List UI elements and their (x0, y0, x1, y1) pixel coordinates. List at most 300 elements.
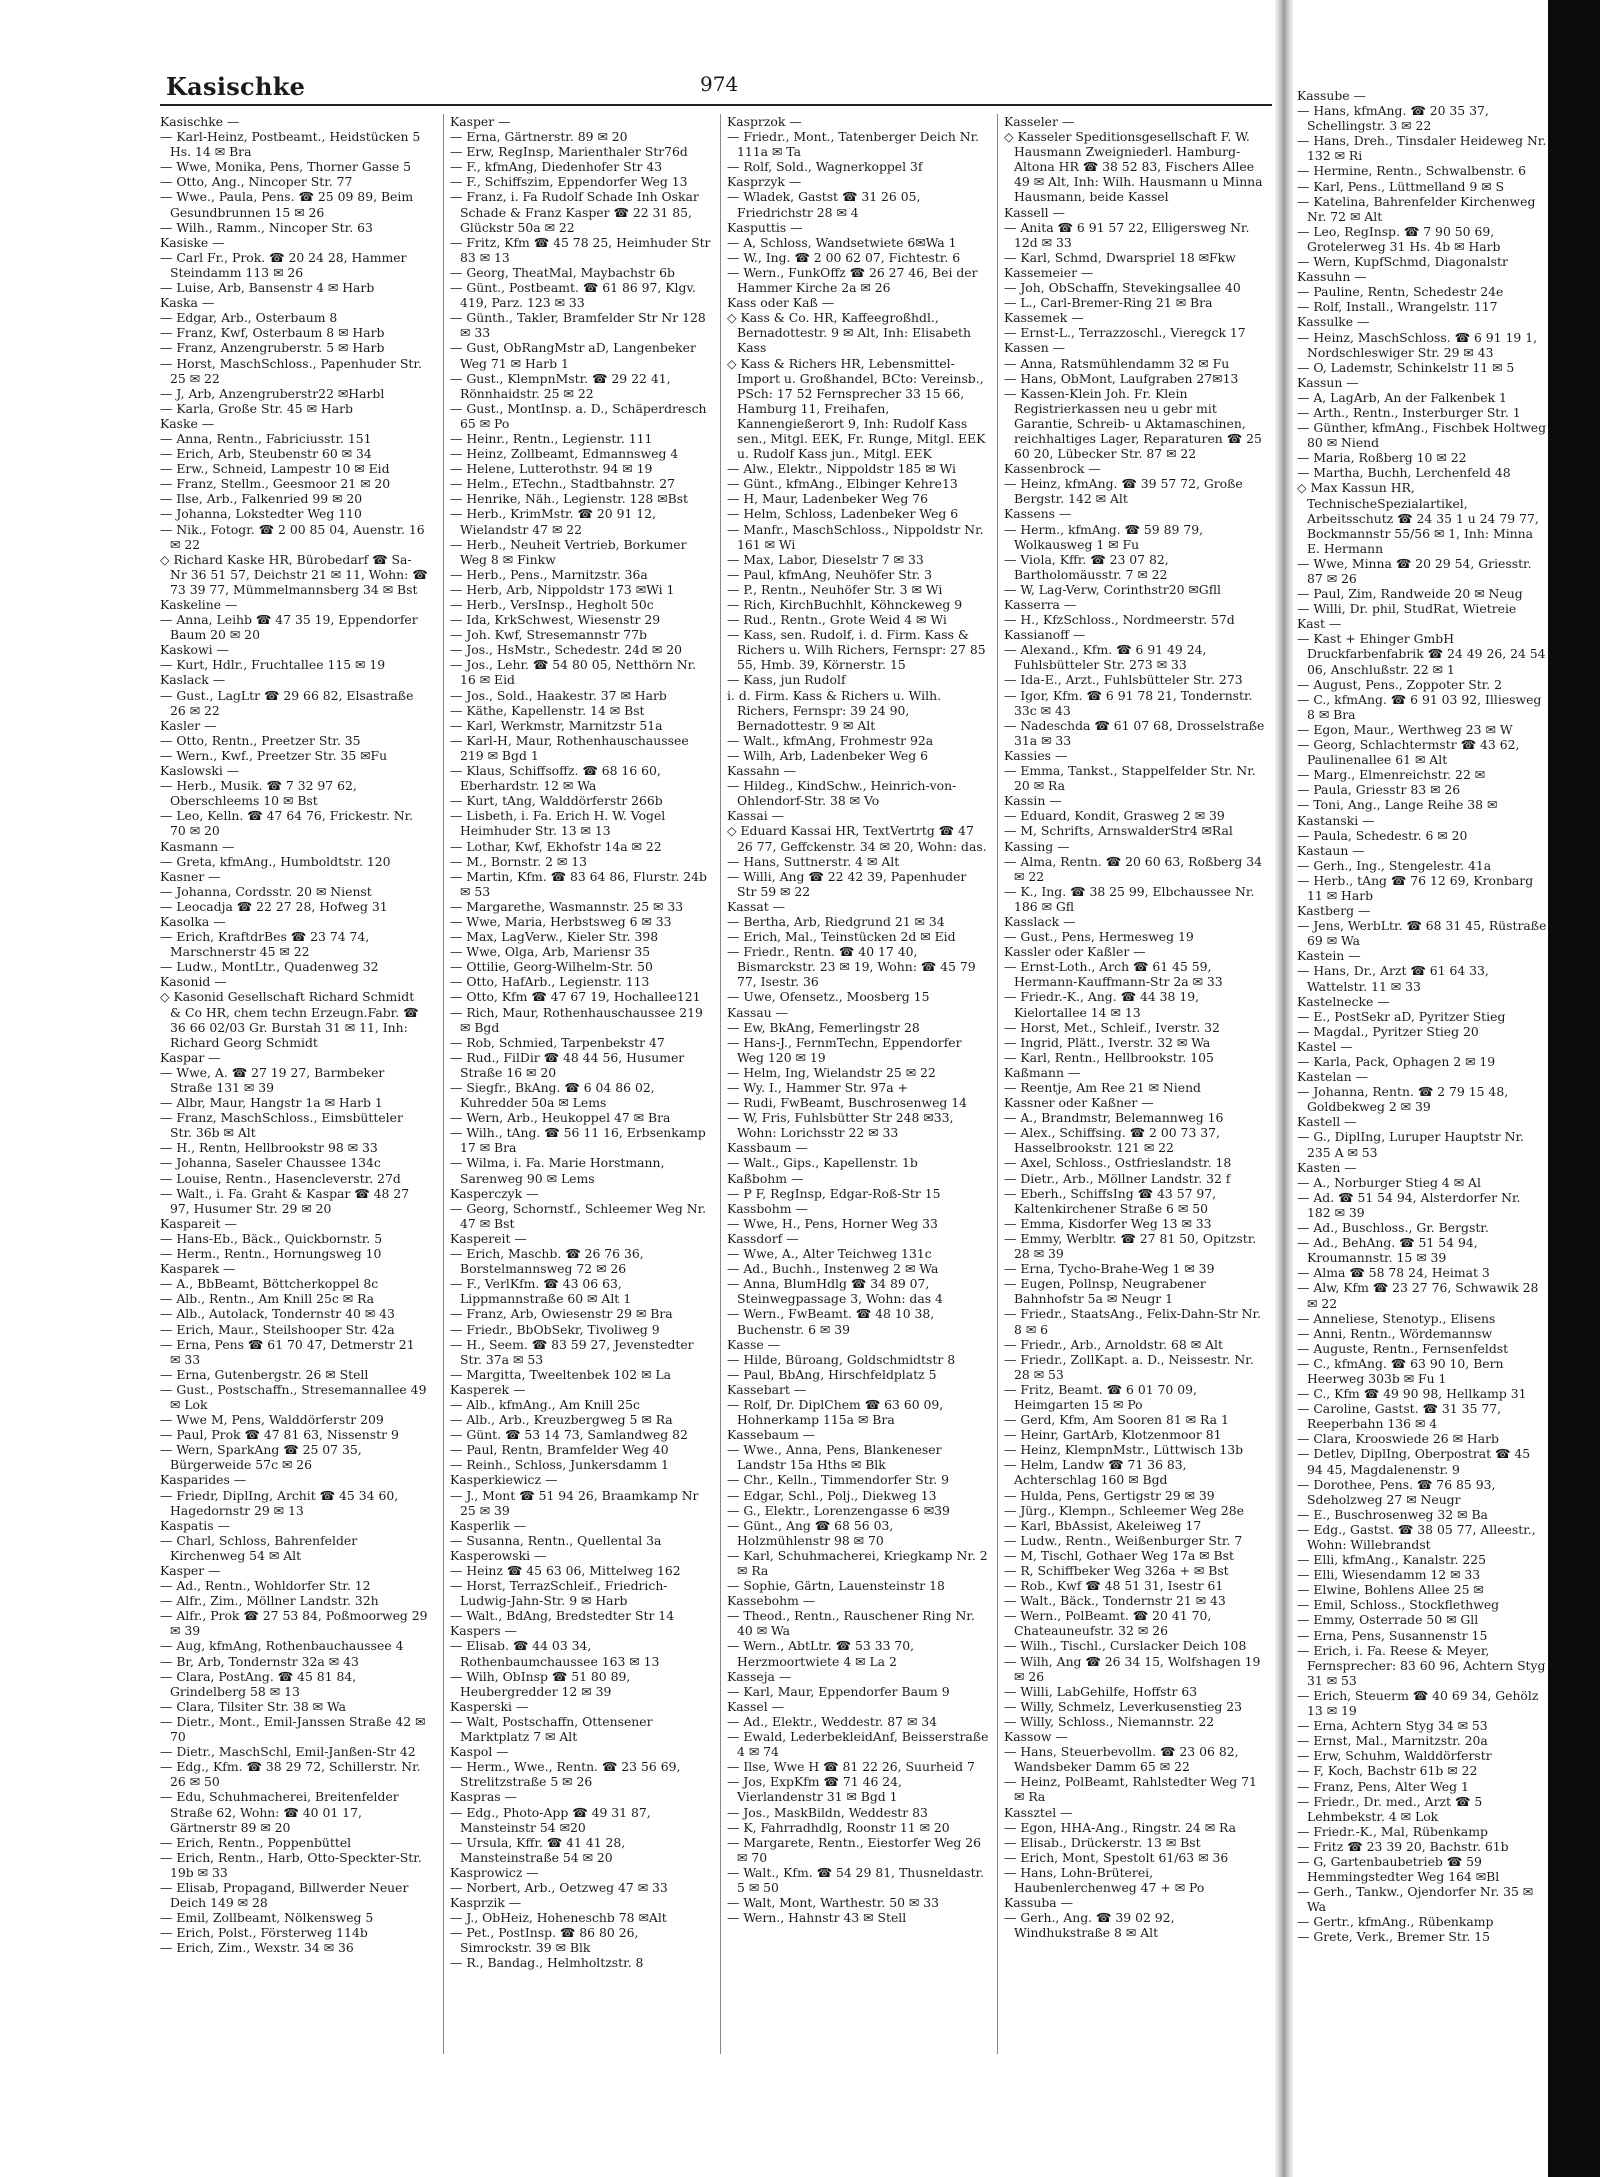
column-2 (443, 114, 712, 2054)
surname-heading: Kassulke — (1297, 314, 1370, 330)
directory-entry: — Igor, Kfm. ☎ 6 91 78 21, Tondernstr. 33c ✉ 43 (1004, 687, 1253, 718)
surname-heading: Kassow — (1004, 1729, 1068, 1745)
directory-entry: — Kass, sen. Rudolf, i. d. Firm. Kass & Richers u. Wilh Richers, Fernspr: 27 85 55, Hmb. 39, Körnerstr. 15 (727, 627, 986, 673)
directory-entry: — Franz, Arb, Owiesenstr 29 ✉ Bra (450, 1306, 673, 1322)
surname-heading: Kasperczyk — (450, 1185, 539, 1201)
directory-entry: — Katelina, Bahrenfelder Kirchenweg Nr. 72 ✉ Alt (1297, 193, 1536, 224)
directory-entry: — Gust., KlempnMstr. ☎ 29 22 41, Rönnhaidstr. 25 ✉ 22 (450, 370, 671, 401)
directory-entry: — Hilde, Büroang, Goldschmidtstr 8 (727, 1351, 956, 1367)
directory-entry: — Hans, Steuerbevollm. ☎ 23 06 82, Wandsbeker Damm 65 ✉ 22 (1004, 1744, 1239, 1775)
surname-heading: Kassbaum — (727, 1140, 808, 1156)
directory-entry: — G, Gartenbaubetrieb ☎ 59 Hemmingstedter Weg 164 ✉Bl (1297, 1853, 1500, 1885)
surname-heading: Kast — (1297, 616, 1342, 632)
surname-heading: Kasper — (160, 1563, 221, 1578)
directory-entry: — Gust., MontInsp. a. D., Schäperdresch 65 ✉ Po (450, 400, 707, 431)
directory-entry: — Lisbeth, i. Fa. Erich H. W. Vogel Heimhuder Str. 13 ✉ 13 (450, 808, 666, 839)
surname-heading: Kasparek — (160, 1261, 236, 1277)
directory-entry: — Rolf, Install., Wrangelstr. 117 (1297, 299, 1498, 315)
directory-entry: ◇ Richard Kaske HR, Bürobedarf ☎ Sa-Nr 36 51 57, Deichstr 21 ✉ 11, Wohn: ☎ 73 39 77, Mümmelmannsberg 34 ✉ Bst (160, 551, 428, 597)
directory-entry: — Willy, Schmelz, Leverkusenstieg 23 (1004, 1698, 1243, 1714)
directory-entry: — Egon, Maur., Werthweg 23 ✉ W (1297, 721, 1513, 737)
directory-entry: — Ernst, Mal., Marnitzstr. 20a (1297, 1733, 1488, 1749)
surname-heading: Kassemeier — (1004, 264, 1094, 280)
surname-heading: Kassuhn — (1297, 269, 1367, 285)
surname-heading: Kasseler — (1004, 114, 1075, 129)
surname-heading: Kassel — (727, 1698, 784, 1714)
directory-entry: — Rudi, FwBeamt, Buschrosenweg 14 (727, 1095, 968, 1111)
surname-heading: Kaspatis — (160, 1517, 230, 1533)
directory-entry: — Otto, HafArb., Legienstr. 113 (450, 974, 650, 990)
column-3 (720, 114, 989, 2054)
surname-heading: Kastel — (1297, 1038, 1353, 1054)
directory-entry: — Emma, Kisdorfer Weg 13 ✉ 33 (1004, 1215, 1212, 1231)
surname-heading: Kassianoff — (1004, 627, 1086, 643)
directory-entry: — Anni, Rentn., Wördemannsw (1297, 1325, 1493, 1341)
surname-heading: Kasonid — (160, 974, 227, 990)
directory-entry: — Ludw., Rentn., Weißenburger Str. 7 (1004, 1532, 1243, 1548)
surname-heading: Kaslack — (160, 672, 226, 688)
directory-entry: — Susanna, Rentn., Quellental 3a (450, 1532, 662, 1548)
directory-entry: — Edg., Gastst. ☎ 38 05 77, Alleestr., Wohn: Willebrandst (1297, 1521, 1536, 1552)
directory-entry: — Alb., Autolack, Tondernstr 40 ✉ 43 (160, 1306, 395, 1322)
directory-entry: — Wy. I., Hammer Str. 97a + (727, 1080, 908, 1095)
directory-entry: — Greta, kfmAng., Humboldtstr. 120 (160, 853, 391, 869)
surname-heading: Kasmann — (160, 838, 235, 854)
directory-entry: — Fritz, Beamt. ☎ 6 01 70 09, Heimgarten 15 ✉ Po (1004, 1381, 1197, 1412)
directory-entry: — Willy, Schloss., Niemannstr. 22 (1004, 1713, 1215, 1729)
directory-entry: — Wern, SparkAng ☎ 25 07 35, Bürgerweide 57c ✉ 26 (160, 1442, 362, 1473)
directory-entry: — Erich, Steuerm ☎ 40 69 34, Gehölz 13 ✉ 19 (1297, 1687, 1539, 1719)
directory-entry: — Gerh., Ing., Stengelestr. 41a (1297, 857, 1492, 873)
directory-entry: — Pauline, Rentn, Schedestr 24e (1297, 284, 1504, 300)
directory-entry: — Kurt, tAng, Walddörferstr 266b (450, 793, 663, 809)
directory-entry: — Gerd, Kfm, Am Sooren 81 ✉ Ra 1 (1004, 1412, 1229, 1428)
directory-entry: — Rolf, Dr. DiplChem ☎ 63 60 09, Hohnerkamp 115a ✉ Bra (727, 1396, 944, 1428)
surname-heading: Kassdorf — (727, 1230, 799, 1246)
directory-entry: — Friedr., StaatsAng., Felix-Dahn-Str Nr. 8 ✉ 6 (1004, 1306, 1261, 1337)
directory-entry: — Ad. ☎ 51 54 94, Alsterdorfer Nr. 182 ✉ 39 (1297, 1189, 1521, 1220)
directory-entry: — Ewald, LederbekleidAnf, Beisserstraße 4 ✉ 74 (727, 1729, 989, 1760)
directory-entry: — Dietr., MaschSchl, Emil-Janßen-Str 42 (160, 1744, 416, 1760)
directory-entry: — Johanna, Saseler Chaussee 134c (160, 1155, 381, 1171)
directory-entry: — Bertha, Arb, Riedgrund 21 ✉ 34 (727, 913, 945, 929)
directory-entry: — A, Schloss, Wandsetwiete 6✉Wa 1 (727, 234, 957, 250)
surname-heading: Kassau — (727, 1004, 789, 1020)
surname-heading: Kasprzok — (727, 114, 802, 129)
scan-border (1548, 0, 1600, 2177)
directory-entry: — Jürg., Klempn., Schleemer Weg 28e (1004, 1502, 1244, 1518)
directory-entry: — Wwe, Maria, Herbstsweg 6 ✉ 33 (450, 913, 672, 929)
surname-heading: Kasse — (727, 1336, 781, 1352)
directory-entry: — Heinz, Zollbeamt, Edmannsweg 4 (450, 446, 679, 462)
directory-entry: — Elisab, Propagand, Billwerder Neuer Deich 149 ✉ 28 (160, 1879, 409, 1911)
directory-entry: — Clara, Krooswiede 26 ✉ Harb (1297, 1431, 1499, 1447)
directory-entry: — Wwe, A. ☎ 27 19 27, Barmbeker Straße 131 ✉ 39 (160, 1064, 385, 1095)
directory-entry: — Käthe, Kapellenstr. 14 ✉ Bst (450, 702, 645, 718)
directory-entry: — Ew, BkAng, Femerlingstr 28 (727, 1019, 920, 1035)
directory-entry: — J, Arb, Anzengruberstr22 ✉Harbl (160, 385, 385, 401)
directory-entry: — Clara, Tilsiter Str. 38 ✉ Wa (160, 1698, 347, 1714)
directory-entry: — Herm., kfmAng. ☎ 59 89 79, Wolkausweg 1 ✉ Fu (1004, 521, 1204, 552)
directory-entry: — Rich, KirchBuchhlt, Köhnckeweg 9 (727, 597, 963, 612)
surname-heading: Kassens — (1004, 506, 1072, 522)
surname-heading: Kaspar — (160, 1049, 221, 1065)
directory-entry: — Karl, Schmd, Dwarspriel 18 ✉Fkw (1004, 249, 1236, 265)
directory-entry: — Maria, Roßberg 10 ✉ 22 (1297, 450, 1467, 466)
directory-entry: — Margarethe, Wasmannstr. 25 ✉ 33 (450, 898, 684, 914)
surname-heading: Kasseja — (727, 1668, 792, 1684)
directory-entry: — Egon, HHA-Ang., Ringstr. 24 ✉ Ra (1004, 1819, 1237, 1835)
directory-entry: — Gerh., Ang. ☎ 39 02 92, Windhukstraße 8 ✉ Alt (1004, 1910, 1175, 1941)
directory-entry: ◇ Kasseler Speditionsgesellschaft F. W. Hausmann Zweigniederl. Hamburg-Altona HR ☎ 38 52 83, Fischers Allee 49 ✉ Alt, Inh: Wilh. Hausmann u Minna Hausmann, beide Kassel (1004, 129, 1263, 205)
directory-entry: — Klaus, Schiffsoffz. ☎ 68 16 60, Eberhardstr. 12 ✉ Wa (450, 763, 661, 794)
directory-entry: — Rolf, Sold., Wagnerkoppel 3f (727, 159, 923, 175)
directory-entry: — Edgar, Arb., Osterbaum 8 (160, 310, 338, 326)
surname-heading: Kaspareit — (160, 1215, 237, 1231)
directory-entry: — Wilh, Arb, Ladenbeker Weg 6 (727, 747, 928, 763)
directory-entry: — Siegfr., BkAng. ☎ 6 04 86 02, Kuhredder 50a ✉ Lems (450, 1080, 655, 1111)
directory-entry: — J., Mont ☎ 51 94 26, Braamkamp Nr 25 ✉ 39 (450, 1487, 699, 1518)
directory-entry: — Erna, Pens, Susannenstr 15 (1297, 1627, 1488, 1643)
surname-heading: Kassing — (1004, 838, 1070, 854)
directory-entry: — Alex., Schiffsing. ☎ 2 00 73 37, Hasselbrookstr. 121 ✉ 22 (1004, 1125, 1220, 1156)
directory-entry: — Lothar, Kwf, Ekhofstr 14a ✉ 22 (450, 838, 662, 854)
directory-entry: — Emmy, Werbltr. ☎ 27 81 50, Opitzstr. 28 ✉ 39 (1004, 1230, 1257, 1262)
directory-entry: — Horst, TerrazSchleif., Friedrich-Ludwig-Jahn-Str. 9 ✉ Harb (450, 1578, 668, 1609)
surname-heading: Kassebart — (727, 1381, 807, 1397)
directory-entry: — Wilh, Ang ☎ 26 34 15, Wolfshagen 19 ✉ 26 (1004, 1653, 1261, 1684)
directory-entry: — Hans, Dreh., Tinsdaler Heideweg Nr. 132 ✉ Ri (1297, 133, 1547, 164)
directory-entry: — Erich, i. Fa. Reese & Meyer, Fernsprecher: 83 60 96, Achtern Styg 31 ✉ 53 (1297, 1642, 1546, 1688)
directory-entry: — Wern., AbtLtr. ☎ 53 33 70, Herzmoortwiete 4 ✉ La 2 (727, 1638, 915, 1669)
directory-entry: — E., Buschrosenweg 32 ✉ Ba (1297, 1506, 1488, 1522)
directory-entry: — Fritz ☎ 23 39 20, Bachstr. 61b (1297, 1838, 1509, 1854)
directory-entry: — Detlev, DiplIng, Oberpostrat ☎ 45 94 45, Magdalenenstr. 9 (1297, 1446, 1531, 1477)
surname-heading: Kasperek — (450, 1381, 526, 1397)
directory-entry: — Luise, Arb, Bansenstr 4 ✉ Harb (160, 280, 375, 296)
directory-entry: — Paul, Rentn, Bramfelder Weg 40 (450, 1442, 669, 1458)
directory-entry: — August, Pens., Zoppoter Str. 2 (1297, 676, 1503, 692)
directory-entry: — Margarete, Rentn., Eiestorfer Weg 26 ✉ 70 (727, 1834, 982, 1865)
directory-entry: — Hermine, Rentn., Schwalbenstr. 6 (1297, 163, 1526, 179)
directory-entry: — Hans, ObMont, Laufgraben 27✉13 (1004, 370, 1239, 386)
directory-entry: — M., Bornstr. 2 ✉ 13 (450, 853, 587, 869)
directory-entry: — Erich, Maur., Steilshooper Str. 42a (160, 1321, 395, 1337)
surname-heading: Kaskowi — (160, 642, 229, 658)
directory-entry: — Alb., kfmAng., Am Knill 25c (450, 1396, 640, 1412)
directory-entry: — Jos., Sold., Haakestr. 37 ✉ Harb (450, 687, 667, 703)
surname-heading: Kaßmann — (1004, 1064, 1081, 1080)
surname-heading: Kasischke — (160, 114, 240, 129)
directory-entry: — Friedr.-K., Mal, Rübenkamp (1297, 1823, 1488, 1839)
directory-entry: — Jens, WerbLtr. ☎ 68 31 45, Rüstraße 69 ✉ Wa (1297, 918, 1547, 949)
directory-entry: — Walt., kfmAng, Frohmestr 92a (727, 732, 934, 748)
directory-entry: — Eberh., SchiffsIng ☎ 43 57 97, Kaltenkirchener Straße 6 ✉ 50 (1004, 1185, 1217, 1216)
surname-heading: Kassun — (1297, 374, 1359, 390)
directory-entry: — Rud., FilDir ☎ 48 44 56, Husumer Straße 16 ✉ 20 (450, 1049, 685, 1080)
directory-entry: — Herb., Musik. ☎ 7 32 97 62, Oberschleems 10 ✉ Bst (160, 778, 357, 809)
surname-heading: Kastelnecke — (1297, 993, 1390, 1009)
directory-entry: ◇ Kass & Co. HR, Kaffeegroßhdl., Bernadottestr. 9 ✉ Alt, Inh: Elisabeth Kass (727, 310, 972, 356)
directory-entry: — Helm., ETechn., Stadtbahnstr. 27 (450, 476, 675, 492)
directory-entry: — Kass, jun Rudolf (727, 672, 846, 688)
surname-heading: Kasolka — (160, 913, 226, 929)
surname-heading: Kasperski — (450, 1698, 529, 1714)
directory-entry: — Franz, Anzengruberstr. 5 ✉ Harb (160, 340, 385, 356)
directory-entry: — Wilh., tAng. ☎ 56 11 16, Erbsenkamp 17 ✉ Bra (450, 1125, 706, 1156)
directory-entry: — Karl, Schuhmacherei, Kriegkamp Nr. 2 ✉ Ra (727, 1547, 988, 1578)
directory-entry: — Herm., Rentn., Hornungsweg 10 (160, 1246, 382, 1262)
directory-entry: — Walt., Gips., Kapellenstr. 1b (727, 1155, 918, 1171)
directory-entry: — Alb., Arb., Kreuzbergweg 5 ✉ Ra (450, 1412, 673, 1428)
directory-entry: — Ida-E., Arzt., Fuhlsbütteler Str. 273 (1004, 672, 1243, 688)
directory-entry: — Albr, Maur, Hangstr 1a ✉ Harb 1 (160, 1095, 383, 1111)
directory-entry: — Franz, i. Fa Rudolf Schade Inh Oskar Schade & Franz Kasper ☎ 22 31 85, Glückstr 50a ✉ 22 (450, 189, 699, 235)
directory-entry: — Friedr., Arb., Arnoldstr. 68 ✉ Alt (1004, 1336, 1223, 1352)
directory-entry: — Kurt, Hdlr., Fruchtallee 115 ✉ 19 (160, 657, 386, 673)
directory-entry: — Nadeschda ☎ 61 07 68, Drosselstraße 31a ✉ 33 (1004, 717, 1265, 748)
directory-entry: — Wilh., Ramm., Nincoper Str. 63 (160, 219, 373, 235)
directory-entry: — R, Schiffbeker Weg 326a + ✉ Bst (1004, 1563, 1229, 1578)
directory-entry: — F., kfmAng, Diedenhofer Str 43 (450, 159, 663, 175)
surname-heading: Kassenbrock — (1004, 461, 1101, 477)
directory-entry: — Ad., Elektr., Weddestr. 87 ✉ 34 (727, 1713, 938, 1729)
directory-entry: — Leo, Kelln. ☎ 47 64 76, Frickestr. Nr. 70 ✉ 20 (160, 808, 414, 839)
directory-entry: — Wern., FwBeamt. ☎ 48 10 38, Buchenstr. 6 ✉ 39 (727, 1306, 935, 1337)
directory-entry: — Elisab. ☎ 44 03 34, Rothenbaumchaussee 163 ✉ 13 (450, 1638, 660, 1669)
directory-entry: — Louise, Rentn., Hasencleverstr. 27d (160, 1170, 401, 1186)
directory-entry: — Wwe, Minna ☎ 20 29 54, Griesstr. 87 ✉ 26 (1297, 555, 1532, 586)
directory-entry: — Herb, Arb, Nippoldstr 173 ✉Wi 1 (450, 581, 675, 597)
directory-entry: — Rud., Rentn., Grote Weid 4 ✉ Wi (727, 612, 947, 628)
directory-entry: — Ilse, Wwe H ☎ 81 22 26, Suurheid 7 (727, 1759, 975, 1775)
directory-entry: — Heinz, KlempnMstr., Lüttwisch 13b (1004, 1442, 1244, 1458)
directory-entry: — Rob, Schmied, Tarpenbekstr 47 (450, 1034, 665, 1050)
directory-entry: — C., kfmAng. ☎ 6 91 03 92, Illiesweg 8 ✉ Bra (1297, 691, 1542, 722)
directory-entry: — Hulda, Pens, Gertigstr 29 ✉ 39 (1004, 1487, 1215, 1503)
directory-entry: — A., BbBeamt, Böttcherkoppel 8c (160, 1276, 379, 1292)
directory-entry: — Grete, Verk., Bremer Str. 15 (1297, 1929, 1491, 1945)
directory-entry: — F, Koch, Bachstr 61b ✉ 22 (1297, 1763, 1478, 1779)
directory-entry: — Theod., Rentn., Rauschener Ring Nr. 40 ✉ Wa (727, 1608, 975, 1639)
directory-entry: — Leo, RegInsp. ☎ 7 90 50 69, Grotelerweg 31 Hs. 4b ✉ Harb (1297, 223, 1501, 254)
directory-entry: — Alfr., Prok ☎ 27 53 84, Poßmoorweg 29 ✉ 39 (160, 1608, 428, 1639)
directory-entry: — Anna, Rentn., Fabriciusstr. 151 (160, 430, 372, 446)
directory-entry: — Erna, Gärtnerstr. 89 ✉ 20 (450, 129, 628, 145)
directory-entry: — Karl, Pens., Lüttmelland 9 ✉ S (1297, 178, 1505, 194)
directory-entry: — Ernst-L., Terrazzoschl., Vieregck 17 (1004, 325, 1246, 341)
directory-entry: — Helene, Lutterothstr. 94 ✉ 19 (450, 461, 653, 477)
directory-entry: — Otto, Rentn., Preetzer Str. 35 (160, 732, 361, 748)
directory-entry: — Paul, kfmAng, Neuhöfer Str. 3 (727, 566, 933, 582)
surname-heading: Kastberg — (1297, 903, 1371, 919)
running-head: Kasischke (166, 72, 306, 101)
directory-entry: — Otto, Kfm ☎ 47 67 19, Hochallee121 (450, 989, 701, 1005)
directory-entry: — A, LagArb, An der Falkenbek 1 (1297, 389, 1507, 405)
surname-heading: Kaspers — (450, 1623, 517, 1639)
directory-entry: — Ad., Rentn., Wohldorfer Str. 12 (160, 1578, 371, 1594)
directory-entry: — Anna, Leihb ☎ 47 35 19, Eppendorfer Baum 20 ✉ 20 (160, 612, 418, 643)
directory-entry: — Max, Labor, Dieselstr 7 ✉ 33 (727, 551, 924, 567)
column-4 (997, 114, 1266, 2054)
directory-entry: — Helm, Schloss, Ladenbeker Weg 6 (727, 506, 959, 522)
surname-heading: Kassuba — (1004, 1895, 1073, 1911)
surname-heading: Kastanski — (1297, 812, 1375, 828)
directory-entry: — Gust., Postschaffn., Stresemannallee 49 ✉ Lok (160, 1381, 427, 1412)
directory-entry: — W, Lag-Verw, Corinthstr20 ✉Gfll (1004, 581, 1221, 597)
directory-entry: — Franz, Kwf, Osterbaum 8 ✉ Harb (160, 325, 385, 341)
directory-entry: — E., PostSekr aD, Pyritzer Stieg (1297, 1008, 1506, 1024)
directory-entry: — Paul, BbAng, Hirschfeldplatz 5 (727, 1366, 937, 1382)
directory-entry: — Joh. Kwf, Stresemannstr 77b (450, 627, 647, 643)
directory-entry: — Wern, KupfSchmd, Diagonalstr (1297, 254, 1508, 270)
directory-entry: — C., kfmAng. ☎ 63 90 10, Bern Heerweg 303b ✉ Fu 1 (1297, 1355, 1504, 1386)
directory-entry: — Friedr., Rentn. ☎ 40 17 40, Bismarckstr. 23 ✉ 19, Wohn: ☎ 45 79 77, Isestr. 36 (727, 944, 976, 990)
surname-heading: Kassen — (1004, 340, 1066, 356)
directory-entry: — Magdal., Pyritzer Stieg 20 (1297, 1023, 1479, 1039)
directory-entry: — Ottilie, Georg-Wilhelm-Str. 50 (450, 959, 653, 975)
directory-entry: — Erich, Mal., Teinstücken 2d ✉ Eid (727, 929, 956, 945)
directory-entry: — Joh, ObSchaffn, Stevekingsallee 40 (1004, 280, 1241, 296)
directory-entry: — Edg., Photo-App ☎ 49 31 87, Mansteinstr 54 ✉20 (450, 1804, 651, 1835)
directory-entry: — Alexand., Kfm. ☎ 6 91 49 24, Fuhlsbütteler Str. 273 ✉ 33 (1004, 642, 1207, 673)
directory-entry: — F., Schiffszim, Eppendorfer Weg 13 (450, 174, 688, 190)
directory-entry: — Fritz, Kfm ☎ 45 78 25, Heimhuder Str 83 ✉ 13 (450, 234, 711, 265)
directory-entry: ◇ Max Kassun HR, TechnischeSpezialartikel, Arbeitsschutz ☎ 24 35 1 u 24 79 77, Bockmannstr 55/56 ✉ 1, Inh: Minna E. Hermann (1297, 480, 1539, 556)
directory-entry: — F., VerlKfm. ☎ 43 06 63, Lippmannstraße 60 ✉ Alt 1 (450, 1276, 632, 1307)
surname-heading: Kassbohm — (727, 1200, 808, 1216)
directory-entry: — H, Maur, Ladenbeker Weg 76 (727, 491, 929, 507)
directory-entry: — Gust, ObRangMstr aD, Langenbeker Weg 71 ✉ Harb 1 (450, 340, 696, 371)
directory-entry: — Friedr., Mont., Tatenberger Deich Nr. 111a ✉ Ta (727, 129, 980, 160)
directory-entry: — Heinz, kfmAng. ☎ 39 57 72, Große Bergstr. 142 ✉ Alt (1004, 476, 1243, 507)
directory-entry: — Günt., kfmAng., Elbinger Kehre13 (727, 476, 958, 492)
directory-entry: — Ursula, Kffr. ☎ 41 41 28, Mansteinstraße 54 ✉ 20 (450, 1834, 626, 1865)
surname-heading: Kastelan — (1297, 1069, 1368, 1085)
directory-entry: — C., Kfm ☎ 49 90 98, Hellkamp 31 (1297, 1386, 1527, 1402)
surname-heading: Kassahn — (727, 763, 797, 779)
directory-entry: — Alw, Kfm ☎ 23 27 76, Schwawik 28 ✉ 22 (1297, 1280, 1539, 1311)
directory-entry: — Kassen-Klein Joh. Fr. Klein Registrierkassen neu u gebr mit Garantie, Schreib- u Aktamaschinen, reichhaltiges Lager, Reparaturen ☎ 25 60 20, Lübecker Str. 87 ✉ 22 (1004, 385, 1262, 462)
surname-heading: Kassube — (1297, 88, 1366, 103)
directory-entry: — Marg., Elmenreichstr. 22 ✉ (1297, 767, 1486, 783)
directory-entry: — Edu, Schuhmacherei, Breitenfelder Straße 62, Wohn: ☎ 40 01 17, Gärtnerstr 89 ✉ 20 (160, 1789, 399, 1835)
directory-entry: — Gust., LagLtr ☎ 29 66 82, Elsastraße 26 ✉ 22 (160, 687, 414, 718)
directory-entry: — Eduard, Kondit, Grasweg 2 ✉ 39 (1004, 808, 1225, 824)
surname-heading: Kassat — (727, 898, 786, 914)
directory-entry: — Jos., MaskBildn, Weddestr 83 (727, 1804, 928, 1820)
directory-entry: — Wern., FunkOffz ☎ 26 27 46, Bei der Hammer Kirche 2a ✉ 26 (727, 264, 978, 296)
directory-entry: — G., Elektr., Lorenzengasse 6 ✉39 (727, 1502, 950, 1518)
directory-entry: — Horst, MaschSchloss., Papenhuder Str. 25 ✉ 22 (160, 355, 422, 386)
directory-entry: — Clara, PostAng. ☎ 45 81 84, Grindelberg 58 ✉ 13 (160, 1668, 357, 1699)
directory-entry: — Jos., Lehr. ☎ 54 80 05, Netthörn Nr. 16 ✉ Eid (450, 657, 697, 688)
directory-entry: — Rob., Kwf ☎ 48 51 31, Isestr 61 (1004, 1578, 1224, 1594)
surname-heading: Kasputtis — (727, 219, 803, 235)
directory-entry: — Ludw., MontLtr., Quadenweg 32 (160, 959, 379, 975)
directory-entry: — Heinz, MaschSchloss. ☎ 6 91 19 1, Nordschleswiger Str. 29 ✉ 43 (1297, 329, 1538, 360)
surname-heading: Kastaun — (1297, 842, 1365, 858)
directory-entry: — Max, LagVerw., Kieler Str. 398 (450, 929, 659, 945)
directory-entry: — Martha, Buchh, Lerchenfeld 48 (1297, 465, 1511, 481)
directory-entry: — Johanna, Rentn. ☎ 2 79 15 48, Goldbekweg 2 ✉ 39 (1297, 1084, 1509, 1115)
surname-heading: Kassler oder Kaßler — (1004, 944, 1146, 960)
directory-entry: — Willi, Dr. phil, StudRat, Wietreie (1297, 601, 1517, 617)
directory-entry: — Günt. ☎ 53 14 73, Samlandweg 82 (450, 1427, 688, 1443)
surname-heading: Kasprowicz — (450, 1864, 539, 1880)
directory-entry: — Hans-Eb., Bäck., Quickbornstr. 5 (160, 1230, 383, 1246)
surname-heading: Kaspras — (450, 1789, 517, 1805)
directory-entry: — Karla, Große Str. 45 ✉ Harb (160, 400, 353, 416)
directory-entry: — Walt., BdAng, Bredstedter Str 14 (450, 1608, 675, 1624)
directory-entry: — Johanna, Cordsstr. 20 ✉ Nienst (160, 883, 372, 899)
directory-entry: — Nik., Fotogr. ☎ 2 00 85 04, Auenstr. 16 ✉ 22 (160, 521, 425, 552)
directory-entry: — Hans, Suttnerstr. 4 ✉ Alt (727, 853, 900, 869)
directory-entry: — Friedr., Dr. med., Arzt ☎ 5 Lehmbekstr. 4 ✉ Lok (1297, 1793, 1483, 1824)
directory-entry: — Henrike, Näh., Legienstr. 128 ✉Bst (450, 491, 689, 507)
directory-entry: — Walt, Mont, Warthestr. 50 ✉ 33 (727, 1895, 940, 1911)
directory-entry: — G., DiplIng, Luruper Hauptstr Nr. 235 A ✉ 53 (1297, 1129, 1524, 1160)
directory-entry: — Caroline, Gastst. ☎ 31 35 77, Reeperbahn 136 ✉ 4 (1297, 1401, 1502, 1432)
directory-entry: — Elli, kfmAng., Kanalstr. 225 (1297, 1552, 1487, 1568)
directory-entry: — Hans, Lohn-Brüterei, Haubenlerchenweg 47 + ✉ Po (1004, 1864, 1205, 1895)
directory-entry: — Hans, kfmAng. ☎ 20 35 37, Schellingstr. 3 ✉ 22 (1297, 103, 1489, 134)
directory-entry: — Heinr., Rentn., Legienstr. 111 (450, 430, 653, 446)
directory-entry: — Günther, kfmAng., Fischbek Holtweg 80 ✉ Niend (1297, 420, 1547, 451)
page-number: 974 (700, 72, 739, 96)
directory-entry: — Paul, Prok ☎ 47 81 63, Nissenstr 9 (160, 1427, 399, 1443)
directory-entry: — Herm., Wwe., Rentn. ☎ 23 56 69, Strelitzstraße 5 ✉ 26 (450, 1759, 681, 1790)
directory-entry: — Emil, Zollbeamt, Nölkensweg 5 (160, 1910, 374, 1926)
directory-entry: — Elli, Wiesendamm 12 ✉ 33 (1297, 1567, 1481, 1583)
directory-entry: — Ilse, Arb., Falkenried 99 ✉ 20 (160, 491, 363, 507)
surname-heading: Kassemek — (1004, 310, 1084, 326)
surname-heading: Kaskeline — (160, 597, 238, 612)
directory-entry: — Wwe, Monika, Pens, Thorner Gasse 5 (160, 159, 412, 175)
directory-entry: — Heinz, PolBeamt, Rahlstedter Weg 71 ✉ Ra (1004, 1774, 1257, 1805)
surname-heading: Kasprzik — (450, 1895, 522, 1911)
directory-entry: — Walt., i. Fa. Graht & Kaspar ☎ 48 27 97, Husumer Str. 29 ✉ 20 (160, 1185, 410, 1216)
directory-entry: — Wwe., Anna, Pens, Blankeneser Landstr 15a Hths ✉ Blk (727, 1442, 942, 1473)
directory-entry: — Wilma, i. Fa. Marie Horstmann, Sarenweg 90 ✉ Lems (450, 1155, 665, 1186)
directory-entry: — Erw, RegInsp, Marienthaler Str76d (450, 144, 688, 160)
directory-entry: — Wwe., Paula, Pens. ☎ 25 09 89, Beim Gesundbrunnen 15 ✉ 26 (160, 189, 414, 220)
directory-entry: — Wwe M, Pens, Walddörferstr 209 (160, 1412, 384, 1428)
directory-entry: — Helm, Landw ☎ 71 36 83, Achterschlag 160 ✉ Bgd (1004, 1457, 1187, 1488)
surname-heading: Kasper — (450, 114, 511, 129)
directory-entry: — Alw., Elektr., Nippoldstr 185 ✉ Wi (727, 461, 957, 477)
directory-entry: — Paul, Zim, Randweide 20 ✉ Neug (1297, 586, 1523, 602)
surname-heading: Kasten — (1297, 1159, 1357, 1175)
directory-entry: — Ad., BehAng. ☎ 51 54 94, Kroumannstr. 15 ✉ 39 (1297, 1235, 1478, 1266)
directory-entry: — Otto, Ang., Nincoper Str. 77 (160, 174, 353, 190)
directory-entry: — Wwe, A., Alter Teichweg 131c (727, 1246, 932, 1262)
directory-entry: — Uwe, Ofensetz., Moosberg 15 (727, 989, 930, 1005)
surname-heading: Kassebaum — (727, 1427, 816, 1443)
directory-entry: — Herb., Neuheit Vertrieb, Borkumer Weg 8 ✉ Finkw (450, 536, 687, 567)
directory-entry: — Emil, Schloss., Stockflethweg (1297, 1597, 1500, 1613)
directory-entry: — Ad., Buchh., Instenweg 2 ✉ Wa (727, 1261, 939, 1277)
directory-entry: — Arth., Rentn., Insterburger Str. 1 (1297, 404, 1521, 420)
directory-entry: — Jos, ExpKfm ☎ 71 46 24, Vierlandenstr 31 ✉ Bgd 1 (727, 1774, 902, 1805)
directory-entry: — Anneliese, Stenotyp., Elisens (1297, 1310, 1496, 1326)
directory-entry: — Friedr.-K., Ang. ☎ 44 38 19, Kielortallee 14 ✉ 13 (1004, 989, 1200, 1020)
directory-entry: — Kast + Ehinger GmbH Druckfarbenfabrik ☎ 24 49 26, 24 54 06, Anschlußstr. 22 ✉ 1 (1297, 631, 1546, 677)
directory-entry: — Paula, Griesstr 83 ✉ 26 (1297, 782, 1461, 798)
directory-entry: — M, Schrifts, ArnswalderStr4 ✉Ral (1004, 823, 1233, 839)
surname-heading: Kassebohm — (727, 1593, 816, 1609)
directory-entry: — H., Seem. ☎ 83 59 27, Jevenstedter Str. 37a ✉ 53 (450, 1336, 694, 1367)
